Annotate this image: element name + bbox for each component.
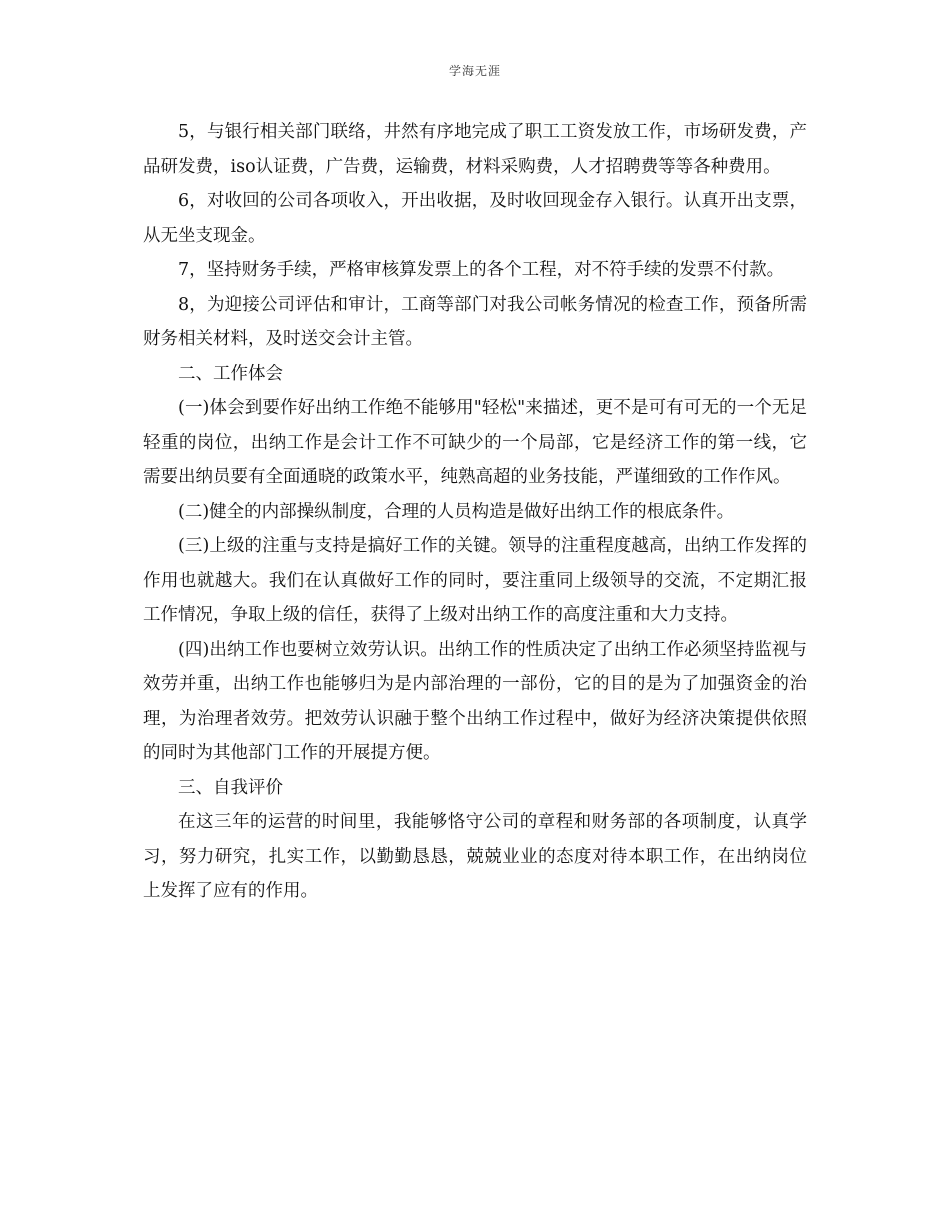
- page-header: 学海无涯: [448, 64, 501, 78]
- paragraph-item-5: 5，与银行相关部门联络，井然有序地完成了职工工资发放工作，市场研发费，产品研发费，iso认证费，广告费，运输费，材料采购费，人才招聘费等等各种费用。: [143, 122, 807, 177]
- paragraph-experience-2: (二)健全的内部操纵制度，合理的人员构造是做好出纳工作的根底条件。: [178, 501, 735, 522]
- paragraph-experience-3: (三)上级的注重与支持是搞好工作的关键。领导的注重程度越高，出纳工作发挥的作用也就越大。我们在认真做好工作的同时，要注重同上级领导的交流，不定期汇报工作情况，争取上级的信任，获得了上级对出纳工作的高度注重和大力支持。: [143, 536, 807, 625]
- paragraph-item-6: 6，对收回的公司各项收入，开出收据，及时收回现金存入银行。认真开出支票，从无坐支现金。: [143, 191, 807, 246]
- section-heading-self-evaluation: 三、自我评价: [178, 777, 283, 798]
- paragraph-experience-4: (四)出纳工作也要树立效劳认识。出纳工作的性质决定了出纳工作必须坚持监视与效劳并重，出纳工作也能够归为是内部治理的一部份，它的目的是为了加强资金的治理，为治理者效劳。把效劳认识融于整个出纳工作过程中，做好为经济决策提供依照的同时为其他部门工作的开展提方便。: [143, 639, 807, 763]
- paragraph-item-8: 8，为迎接公司评估和审计，工商等部门对我公司帐务情况的检查工作，预备所需财务相关材料，及时送交会计主管。: [143, 294, 807, 349]
- paragraph-item-7: 7，坚持财务手续，严格审核算发票上的各个工程，对不符手续的发票不付款。: [178, 260, 785, 280]
- document-body: [143, 115, 807, 909]
- section-heading-work-experience: 二、工作体会: [178, 363, 283, 384]
- paragraph-experience-1: (一)体会到要作好出纳工作绝不能够用"轻松"来描述，更不是可有可无的一个无足轻重的岗位，出纳工作是会计工作不可缺少的一个局部，它是经济工作的第一线，它需要出纳员要有全面通晓的政策水平，纯熟高超的业务技能，严谨细致的工作作风。: [143, 398, 807, 487]
- paragraph-self-evaluation: 在这三年的运营的时间里，我能够恪守公司的章程和财务部的各项制度，认真学习，努力研究，扎实工作，以勤勤恳恳，兢兢业业的态度对待本职工作，在出纳岗位上发挥了应有的作用。: [143, 812, 807, 901]
